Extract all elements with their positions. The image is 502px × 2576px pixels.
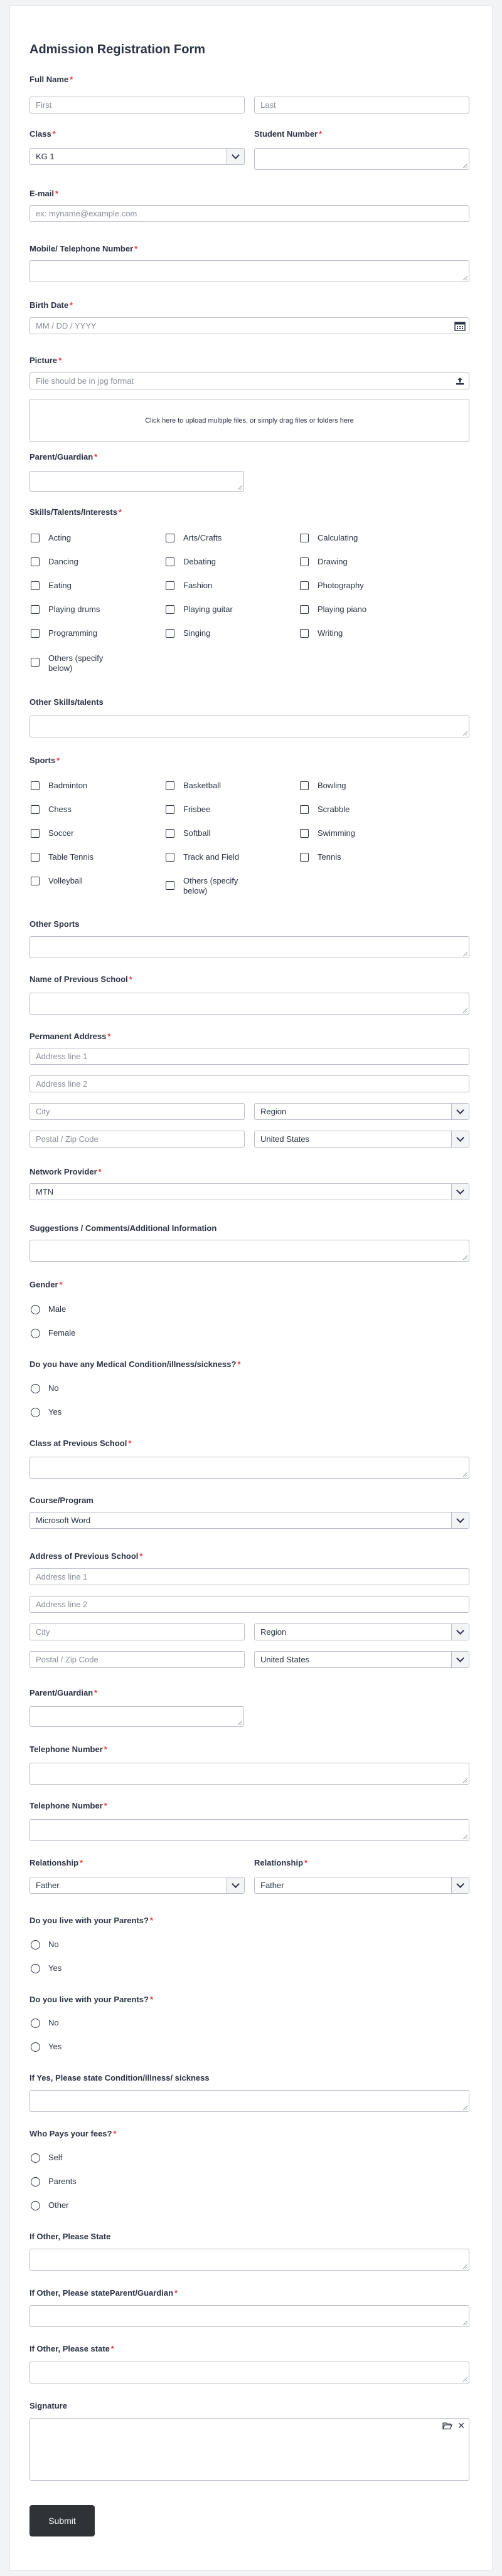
relationship-2-label: Relationship *	[254, 1858, 308, 1867]
skill-option-label: Fashion	[183, 581, 213, 590]
skill-option-label: Acting	[48, 533, 72, 542]
chevron-down-icon	[451, 1877, 469, 1893]
gender-label: Gender *	[29, 1280, 63, 1289]
chevron-down-icon	[451, 1512, 469, 1528]
chevron-down-icon	[451, 1131, 469, 1147]
sport-swimming-checkbox[interactable]	[300, 829, 309, 838]
skill-playing-piano-checkbox[interactable]	[300, 605, 309, 614]
live-parents-2-no-radio[interactable]	[31, 2019, 40, 2028]
sport-option-label: Softball	[183, 828, 211, 838]
permanent-address-line2-input[interactable]: Address line 2	[29, 1075, 469, 1092]
sport-option-label: Frisbee	[183, 805, 211, 814]
sports-label: Sports *	[29, 756, 60, 765]
skill-option-label: Others (specify below)	[48, 653, 104, 673]
medical-condition-label: Do you have any Medical Condition/illness/sickness? *	[29, 1359, 241, 1369]
picture-label: Picture *	[29, 356, 62, 365]
skill-singing-checkbox[interactable]	[166, 629, 174, 638]
previous-country-select[interactable]: United States	[254, 1651, 469, 1668]
skill-others-checkbox[interactable]	[31, 658, 40, 667]
telephone-1-input[interactable]	[29, 1763, 469, 1785]
skill-option-label: Writing	[318, 628, 343, 638]
permanent-address-label: Permanent Address *	[29, 1032, 111, 1041]
class-select[interactable]: KG 1	[29, 148, 245, 165]
clear-signature-icon[interactable]: ✕	[457, 2420, 465, 2431]
live-parents-option-label: No	[48, 1940, 59, 1949]
relationship-2-select[interactable]: Father	[254, 1877, 469, 1894]
student-number-input[interactable]	[254, 148, 469, 170]
sport-volleyball-checkbox[interactable]	[31, 877, 40, 885]
chevron-down-icon	[451, 1104, 469, 1119]
sport-option-label: Scrabble	[318, 805, 350, 814]
who-pays-option-label: Self	[48, 2153, 63, 2162]
skill-playing-drums-checkbox[interactable]	[31, 605, 40, 614]
medical-option-label: No	[48, 1383, 59, 1393]
parent-guardian-label: Parent/Guardian *	[29, 452, 98, 462]
skill-calculating-checkbox[interactable]	[300, 534, 309, 542]
signature-label: Signature	[29, 2401, 67, 2410]
first-name-input[interactable]: First	[29, 97, 245, 113]
live-parents-option-label: Yes	[48, 2042, 62, 2051]
skill-option-label: Photography	[318, 581, 364, 590]
other-state-3-input[interactable]	[29, 2362, 469, 2383]
medical-no-radio[interactable]	[31, 1384, 40, 1393]
who-pays-option-label: Parents	[48, 2177, 77, 2186]
skill-programming-checkbox[interactable]	[31, 629, 40, 638]
gender-male-radio[interactable]	[31, 1305, 40, 1314]
skill-option-label: Dancing	[48, 557, 78, 566]
medical-yes-radio[interactable]	[31, 1408, 40, 1417]
previous-postal-input[interactable]: Postal / Zip Code	[29, 1651, 245, 1668]
sport-option-label: Swimming	[318, 828, 355, 838]
skill-dancing-checkbox[interactable]	[31, 557, 40, 566]
sport-option-label: Badminton	[48, 781, 88, 790]
parent-guardian-2-input[interactable]	[29, 1706, 244, 1727]
other-sports-label: Other Sports	[29, 919, 80, 929]
sport-bowling-checkbox[interactable]	[300, 781, 309, 790]
skill-option-label: Arts/Crafts	[183, 533, 222, 542]
signature-pad[interactable]	[29, 2418, 469, 2481]
condition-state-label: If Yes, Please state Condition/illness/ sickness	[29, 2073, 210, 2082]
skill-option-label: Debating	[183, 557, 216, 566]
sport-track-field-checkbox[interactable]	[166, 853, 174, 862]
permanent-postal-input[interactable]: Postal / Zip Code	[29, 1131, 245, 1148]
live-with-parents-2-label: Do you live with your Parents? *	[29, 1995, 154, 2004]
who-pays-self-radio[interactable]	[31, 2153, 40, 2163]
network-provider-select[interactable]: MTN	[29, 1183, 469, 1200]
skill-option-label: Drawing	[318, 557, 348, 566]
permanent-region-select[interactable]: Region	[254, 1103, 469, 1120]
sport-tennis-checkbox[interactable]	[300, 853, 309, 862]
other-skills-label: Other Skills/talents	[29, 697, 104, 707]
skill-option-label: Playing guitar	[183, 604, 233, 614]
skill-eating-checkbox[interactable]	[31, 581, 40, 590]
mobile-input[interactable]	[29, 260, 469, 282]
previous-school-name-input[interactable]	[29, 993, 469, 1015]
skill-option-label: Calculating	[318, 533, 358, 542]
permanent-country-select[interactable]: United States	[254, 1131, 469, 1148]
form-title: Admission Registration Form	[29, 43, 206, 56]
who-pays-label: Who Pays your fees? *	[29, 2129, 117, 2138]
gender-female-radio[interactable]	[31, 1329, 40, 1338]
other-state-3-label: If Other, Please state *	[29, 2344, 114, 2353]
previous-region-select[interactable]: Region	[254, 1623, 469, 1640]
previous-address-line1-input[interactable]: Address line 1	[29, 1568, 469, 1585]
sport-option-label: Others (specify below)	[183, 876, 238, 895]
birth-date-label: Birth Date *	[29, 300, 73, 310]
sport-frisbee-checkbox[interactable]	[166, 805, 174, 814]
parent-guardian-input[interactable]	[29, 471, 244, 492]
class-label: Class *	[29, 129, 56, 139]
folder-open-icon[interactable]	[442, 2422, 452, 2433]
other-state-1-label: If Other, Please State	[29, 2232, 111, 2241]
other-sports-input[interactable]	[29, 936, 469, 958]
skill-playing-guitar-checkbox[interactable]	[166, 605, 174, 614]
sport-option-label: Soccer	[48, 828, 74, 838]
skill-arts-crafts-checkbox[interactable]	[166, 534, 174, 542]
calendar-icon[interactable]	[451, 318, 469, 334]
student-number-label: Student Number *	[254, 129, 323, 139]
suggestions-label: Suggestions / Comments/Additional Information	[29, 1223, 217, 1233]
gender-option-label: Female	[48, 1328, 76, 1338]
email-input[interactable]: ex: myname@example.com	[29, 205, 469, 222]
relationship-1-label: Relationship *	[29, 1858, 83, 1867]
admission-form	[9, 5, 493, 2571]
live-parents-option-label: No	[48, 2018, 59, 2027]
who-pays-option-label: Other	[48, 2200, 69, 2210]
previous-school-name-label: Name of Previous School *	[29, 974, 132, 984]
skill-option-label: Playing piano	[318, 604, 367, 614]
condition-state-input[interactable]	[29, 2090, 469, 2112]
skill-option-label: Programming	[48, 628, 98, 638]
chevron-down-icon	[451, 1652, 469, 1667]
last-name-input[interactable]: Last	[254, 97, 469, 113]
skill-debating-checkbox[interactable]	[166, 557, 174, 566]
skill-option-label: Eating	[48, 581, 72, 590]
email-label: E-mail *	[29, 189, 59, 198]
skill-photography-checkbox[interactable]	[300, 581, 309, 590]
birth-date-input[interactable]: MM / DD / YYYY	[29, 317, 469, 334]
mobile-label: Mobile/ Telephone Number *	[29, 244, 138, 253]
live-with-parents-1-label: Do you live with your Parents? *	[29, 1916, 154, 1925]
class-previous-school-label: Class at Previous School *	[29, 1438, 132, 1448]
sport-option-label: Table Tennis	[48, 852, 94, 862]
picture-file-input[interactable]: File should be in jpg format	[29, 372, 469, 389]
live-parents-1-no-radio[interactable]	[31, 1940, 40, 1950]
live-parents-option-label: Yes	[48, 1963, 62, 1973]
sport-softball-checkbox[interactable]	[166, 829, 174, 838]
skill-option-label: Playing drums	[48, 604, 100, 614]
other-skills-input[interactable]	[29, 715, 469, 737]
sport-option-label: Basketball	[183, 781, 221, 790]
class-previous-school-input[interactable]	[29, 1457, 469, 1479]
sport-table-tennis-checkbox[interactable]	[31, 853, 40, 862]
sport-option-label: Track and Field	[183, 852, 240, 862]
upload-icon[interactable]	[451, 373, 469, 389]
upload-instructions: Click here to upload multiple files, or simply drag files or folders here	[145, 416, 354, 425]
skill-fashion-checkbox[interactable]	[166, 581, 174, 590]
previous-school-address-label: Address of Previous School *	[29, 1551, 143, 1561]
full-name-label: Full Name *	[29, 75, 73, 84]
other-state-2-label: If Other, Please stateParent/Guardian *	[29, 2288, 178, 2298]
parent-guardian-2-label: Parent/Guardian *	[29, 1688, 98, 1697]
suggestions-input[interactable]	[29, 1240, 469, 1262]
skills-label: Skills/Talents/Interests *	[29, 507, 122, 517]
skill-acting-checkbox[interactable]	[31, 534, 40, 542]
who-pays-parents-radio[interactable]	[31, 2177, 40, 2187]
sport-scrabble-checkbox[interactable]	[300, 805, 309, 814]
skill-drawing-checkbox[interactable]	[300, 557, 309, 566]
sport-badminton-checkbox[interactable]	[31, 781, 40, 790]
skill-option-label: Singing	[183, 628, 211, 638]
course-program-select[interactable]: Microsoft Word	[29, 1512, 469, 1529]
previous-city-input[interactable]: City	[29, 1623, 245, 1640]
telephone-1-label: Telephone Number *	[29, 1745, 107, 1754]
chevron-down-icon	[227, 1877, 244, 1893]
who-pays-other-radio[interactable]	[31, 2201, 40, 2210]
telephone-2-label: Telephone Number *	[29, 1801, 107, 1810]
sport-option-label: Bowling	[318, 781, 346, 790]
permanent-city-input[interactable]: City	[29, 1103, 245, 1120]
course-program-label: Course/Program	[29, 1496, 93, 1505]
skill-writing-checkbox[interactable]	[300, 629, 309, 638]
submit-button[interactable]: Submit	[29, 2505, 95, 2536]
gender-option-label: Male	[48, 1304, 67, 1314]
relationship-1-select[interactable]: Father	[29, 1877, 245, 1894]
chevron-down-icon	[227, 149, 244, 164]
medical-option-label: Yes	[48, 1407, 62, 1417]
sport-basketball-checkbox[interactable]	[166, 781, 174, 790]
sport-chess-checkbox[interactable]	[31, 805, 40, 814]
live-parents-2-yes-radio[interactable]	[31, 2042, 40, 2052]
sport-option-label: Tennis	[318, 852, 341, 862]
sport-soccer-checkbox[interactable]	[31, 829, 40, 838]
other-state-1-input[interactable]	[29, 2249, 469, 2271]
live-parents-1-yes-radio[interactable]	[31, 1964, 40, 1973]
permanent-address-line1-input[interactable]: Address line 1	[29, 1048, 469, 1065]
previous-address-line2-input[interactable]: Address line 2	[29, 1596, 469, 1613]
file-upload-dropzone[interactable]	[29, 399, 469, 442]
chevron-down-icon	[451, 1624, 469, 1640]
sport-option-label: Volleyball	[48, 876, 83, 885]
other-state-2-input[interactable]	[29, 2305, 469, 2327]
sport-option-label: Chess	[48, 805, 72, 814]
telephone-2-input[interactable]	[29, 1819, 469, 1841]
network-provider-label: Network Provider *	[29, 1167, 102, 1176]
chevron-down-icon	[451, 1184, 469, 1200]
sport-others-checkbox[interactable]	[166, 881, 174, 890]
